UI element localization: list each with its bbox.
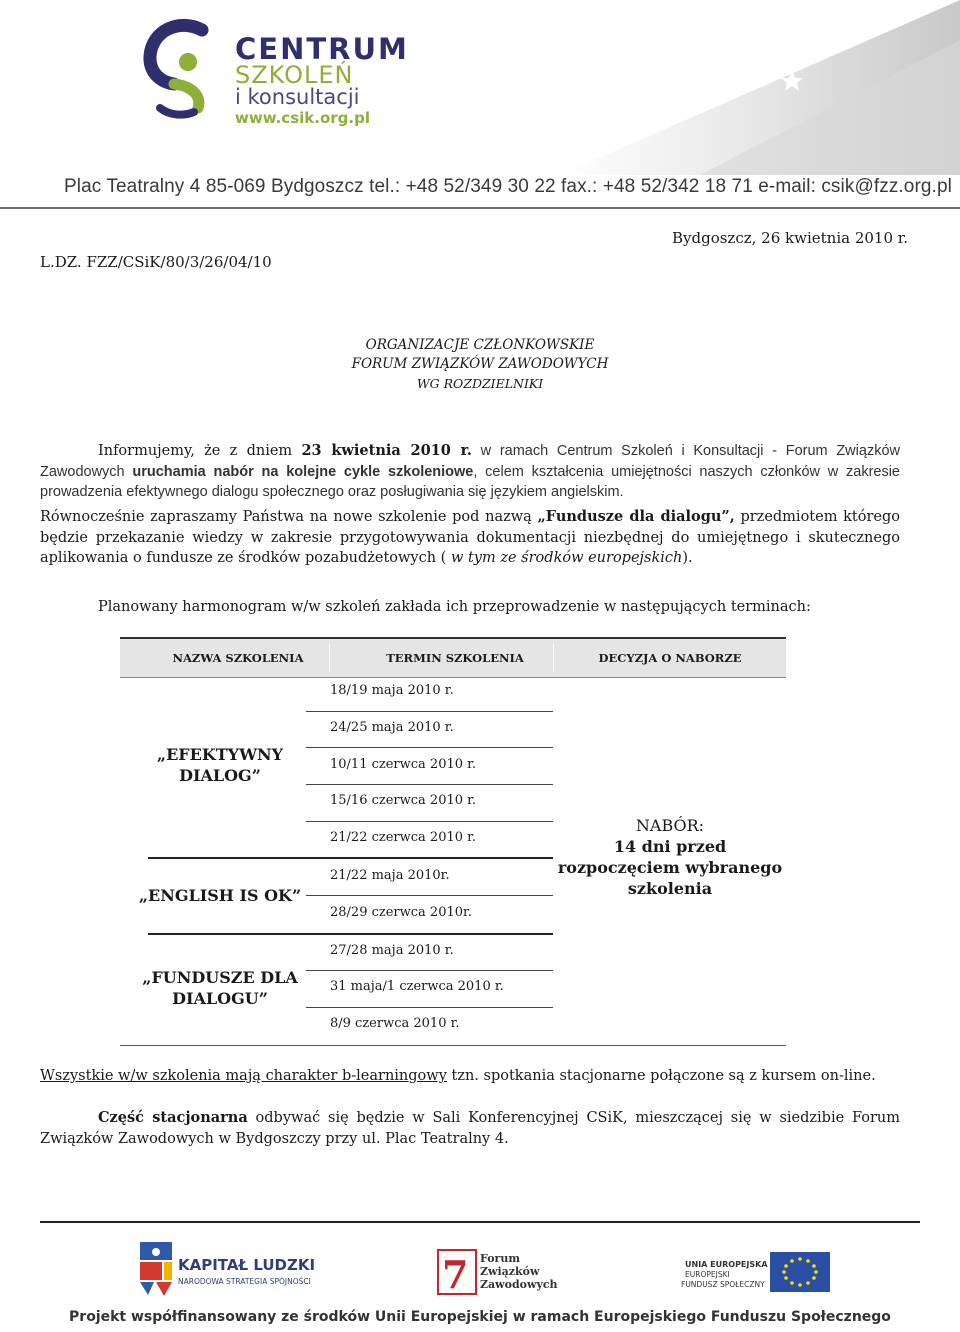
- paragraph-intro: Informujemy, że z dniem 23 kwietnia 2010 r. w ramach Centrum Szkoleń i Konsultacji - Forum Związków Zawodowych uruchamia nabór na kolejne cykle szkoleniowe, celem kształcenia umiejętności naszych członków w zakresie prowadzenia efektywnego dialogu społecznego oraz posługiwania się językiem angielskim.: [40, 442, 900, 500]
- kl-subtitle: NARODOWA STRATEGIA SPÓJNOŚCI: [178, 1277, 311, 1286]
- enrollment-decision: NABÓR: 14 dni przed rozpoczęciem wybranego szkolenia: [557, 816, 783, 898]
- term-item: 31 maja/1 czerwca 2010 r.: [330, 979, 504, 994]
- fzz-line-3: Zawodowych: [480, 1278, 558, 1291]
- fzz-logo-icon: [438, 1250, 558, 1297]
- term-item: 24/25 maja 2010 r.: [330, 720, 454, 735]
- term-item: 10/11 czerwca 2010 r.: [330, 757, 477, 772]
- term-item: 18/19 maja 2010 r.: [330, 683, 454, 698]
- footer-logos: [130, 1240, 830, 1300]
- term-item: 28/29 czerwca 2010r.: [330, 905, 472, 920]
- logo-title: CENTRUM: [235, 32, 409, 66]
- fzz-line-1: Forum: [480, 1252, 520, 1265]
- schedule-table: [120, 637, 786, 1047]
- training-name-funds: „FUNDUSZE DLA DIALOGU”: [142, 968, 298, 1008]
- svg-text:7: 7: [442, 1252, 469, 1297]
- header-divider: [0, 207, 960, 209]
- recipients-line-2: FORUM ZWIĄZKÓW ZAWODOWYCH: [351, 356, 609, 372]
- recipients-line-1: ORGANIZACJE CZŁONKOWSKIE: [365, 337, 595, 353]
- csik-logo-mark-icon: [140, 12, 230, 122]
- logo-subtitle: SZKOLEŃ: [235, 61, 354, 89]
- table-header: [120, 637, 786, 678]
- column-header-term: TERMIN SZKOLENIA: [386, 651, 524, 665]
- term-item: 21/22 czerwca 2010 r.: [330, 830, 477, 845]
- paragraph-new-training: Równocześnie zapraszamy Państwa na nowe szkolenie pod nazwą „Fundusze dla dialogu”, przedmiotem którego będzie przekazanie wiedzy w zakresie przygotowywania dokumentacji niezbędnej do umiejętnego i skutecznego aplikowania o fundusze ze środków pozabudżetowych ( w tym ze środków europejskich).: [40, 508, 900, 566]
- term-item: 15/16 czerwca 2010 r.: [330, 793, 477, 808]
- cofinancing-note: Projekt współfinansowany ze środków Unii Europejskiej w ramach Europejskiego Funduszu Społecznego: [69, 1309, 891, 1325]
- table-bottom-border: [120, 1045, 786, 1046]
- column-header-name: NAZWA SZKOLENIA: [172, 651, 304, 665]
- term-item: 8/9 czerwca 2010 r.: [330, 1016, 460, 1031]
- footer-divider: [40, 1221, 920, 1223]
- kapital-ludzki-logo-icon: [140, 1242, 315, 1296]
- reference-number: L.DZ. FZZ/CSiK/80/3/26/04/10: [40, 253, 272, 271]
- training-name-effective-dialogue: „EFEKTYWNY DIALOG”: [156, 745, 284, 785]
- recipients-line-3: WG ROZDZIELNIKI: [416, 376, 544, 391]
- row-divider: [148, 933, 306, 935]
- ue-line-1: UNIA EUROPEJSKA: [685, 1260, 768, 1269]
- term-item: 21/22 maja 2010r.: [330, 868, 450, 883]
- row-divider: [148, 857, 306, 859]
- term-item: 27/28 maja 2010 r.: [330, 943, 454, 958]
- training-name-english: „ENGLISH IS OK”: [138, 886, 302, 905]
- logo-url: www.csik.org.pl: [235, 109, 370, 127]
- place-and-date: Bydgoszcz, 26 kwietnia 2010 r.: [672, 229, 909, 247]
- ue-line-3: FUNDUSZ SPOŁECZNY: [681, 1280, 765, 1289]
- paragraph-venue: Część stacjonarna odbywać się będzie w Sali Konferencyjnej CSiK, mieszczącej się w siedzibie Forum Związków Zawodowych w Bydgoszczy przy ul. Plac Teatralny 4.: [40, 1109, 900, 1147]
- csik-logo: [140, 12, 409, 132]
- contact-line: Plac Teatralny 4 85-069 Bydgoszcz tel.: +48 52/349 30 22 fax.: +48 52/342 18 71 e-mail: csik@fzz.org.pl: [64, 176, 952, 197]
- logo-subtitle-2: i konsultacji: [235, 85, 360, 109]
- header-stars-decoration-icon: [560, 0, 960, 175]
- fzz-line-2: Związków: [480, 1265, 540, 1278]
- column-header-decision: DECYZJA O NABORZE: [598, 651, 742, 665]
- kl-title: KAPITAŁ LUDZKI: [178, 1256, 316, 1274]
- eu-logo-icon: [681, 1252, 830, 1292]
- recipients: [0, 336, 960, 393]
- paragraph-blended-learning: Wszystkie w/w szkolenia mają charakter b-learningowy tzn. spotkania stacjonarne połączone są z kursem on-line.: [40, 1068, 876, 1084]
- paragraph-schedule-intro: Planowany harmonogram w/w szkoleń zakłada ich przeprowadzenie w następujących terminach:: [98, 599, 811, 615]
- ue-line-2: EUROPEJSKI: [685, 1270, 730, 1279]
